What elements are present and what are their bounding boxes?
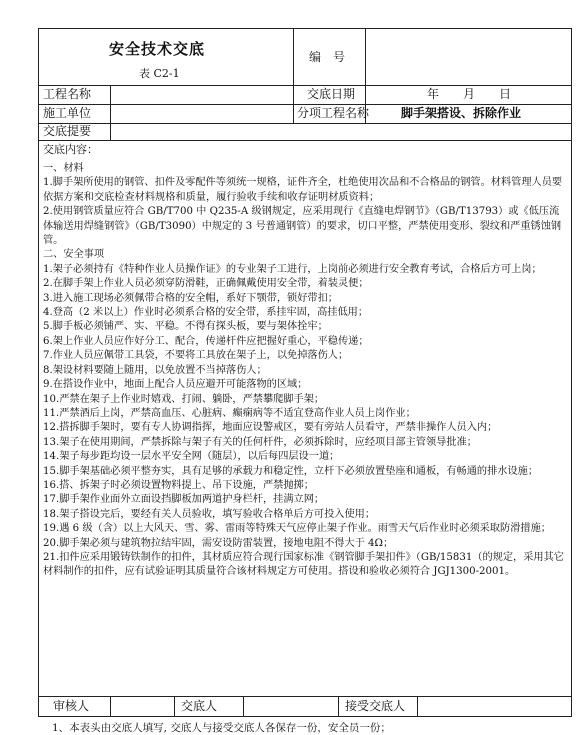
- content-line: 1.脚手架所使用的钢管、扣件及零配件等须统一规格，证件齐全，杜绝使用次品和不合格品的钢管。材料管理人员要依据方案和交底检查材料规格和质量，履行验收手续和收存证明材质资料；: [43, 177, 563, 203]
- content-line: 2.使用钢管质量应符合 GB/T700 中 Q235-A 级钢规定，应采用现行《直缝电焊钢节》（GB/T13793）或《低压流体输送用焊缝钢管》（GB/T3090）中规定的 3 号普通钢管）的要求，切口平整，严禁使用变形、裂纹和严重锈蚀钢管。: [43, 206, 562, 247]
- content-line: 16.搭、拆架子时必须设置物料提上、吊下设施，严禁抛掷；: [43, 479, 314, 491]
- date-value[interactable]: 年 月 日: [427, 87, 512, 101]
- content-line: 6.架上作业人员应作好分工、配合，传递杆件应把握好重心，平稳传递；: [43, 335, 369, 347]
- content-line: 17.脚手架作业面外立面设挡脚板加两道护身栏杆，挂满立网；: [43, 494, 325, 506]
- number-label: 编 号: [309, 50, 346, 64]
- content-line: 二、安全事项: [43, 249, 105, 261]
- content-line: 3.进入施工现场必须佩带合格的安全帽，系好下颚带，锁好带扣；: [43, 292, 338, 304]
- subproject-value[interactable]: 脚手架搭设、拆除作业: [401, 106, 522, 120]
- content-line: 7.作业人员应佩带工具袋，不要将工具放在架子上，以免掉落伤人；: [43, 350, 349, 362]
- content-line: 12.搭拆脚手架时，要有专人协调指挥，地面应设警戒区，要有旁站人员看守，严禁非操作人员入内；: [43, 422, 498, 434]
- content-line: 13.架子在使用期间，严禁拆除与架子有关的任何杆件，必须拆除时，应经项目部主管领导批准；: [43, 436, 477, 448]
- header-row: [39, 29, 571, 86]
- form-title: 安全技术交底: [109, 40, 206, 58]
- content-line: 5.脚手板必须铺严、实、平稳。不得有探头板，要与架体拴牢；: [43, 321, 328, 333]
- content-line: 20.脚手架必须与建筑物拉结牢固，需安设防雷装置，接地电阻不得大于 4Ω；: [43, 537, 394, 549]
- content-line: 21.扣件应采用锻铸铁制作的扣件，其材质应符合现行国家标准《钢管脚手架扣件》（GB/15831（的规定，采用其它材料制作的扣件，应有试验证明其质量符合该材料规定方可使用。搭设和验收必须符合 JGJ1300-2001。: [43, 551, 564, 578]
- content-line: 19.遇 6 级（含）以上大风天、雪、雾、雷雨等特殊天气应停止架子作业。雨雪天气后作业时必须采取防滑措施；: [43, 523, 551, 535]
- summary-label: 交底提要: [43, 124, 92, 138]
- footnote: 1、本表头由交底人填写, 交底人与接受交底人各保存一份，安全员一份；: [52, 722, 391, 734]
- content-line: 15.脚手架基础必须平整夯实，具有足够的承载力和稳定性，立杆下必须放置垫座和通板，有畅通的排水设施；: [43, 465, 539, 477]
- safety-disclosure-form: [38, 28, 572, 717]
- content-body: [43, 162, 567, 580]
- content-line: 10.严禁在架子上作业时嬉戏、打闹、躺卧，严禁攀爬脚手架；: [43, 393, 325, 405]
- signature-row: [39, 696, 571, 717]
- project-row: [39, 85, 571, 105]
- contractor-row: [39, 104, 571, 124]
- summary-row: [39, 123, 571, 141]
- contractor-label: 施工单位: [43, 106, 92, 120]
- date-label: 交底日期: [307, 87, 356, 101]
- content-line: 1.架子必须持有《特种作业人员操作证》的专业架子工进行，上岗前必须进行安全教育考试，合格后方可上岗；: [43, 263, 542, 275]
- content-line: 11.严禁酒后上岗，严禁高血压、心脏病、癫痫病等不适宜登高作业人员上岗作业；: [43, 407, 416, 419]
- content-line: 18.架子搭设完后，要经有关人员验收，填写验收合格单后方可投入使用；: [43, 508, 376, 520]
- content-line: 2.在脚手架上作业人员必须穿防滑鞋，正确佩戴使用安全带，着装灵便；: [43, 278, 369, 290]
- discloser-label: 交底人: [181, 699, 218, 713]
- content-line: 14.架子每步距均设一层水平安全网（随层），以后每四层设一道；: [43, 451, 340, 463]
- content-line: 一、材料: [43, 163, 84, 174]
- subproject-label: 分项工程名称: [297, 106, 370, 120]
- content-line: 8.架设材料要随上随用，以免放置不当掉落伤人；: [43, 364, 267, 376]
- content-line: 4.登高（2 米以上）作业时必须系合格的安全带，系挂牢固，高挂低用；: [43, 307, 369, 319]
- project-name-label: 工程名称: [43, 87, 92, 101]
- reviewer-label: 审核人: [53, 699, 90, 713]
- form-code: 表 C2-1: [139, 67, 180, 80]
- content-line: 9.在搭设作业中，地面上配合人员应避开可能落物的区域；: [43, 379, 308, 391]
- receiver-label: 接受交底人: [345, 699, 406, 713]
- content-heading: 交底内容：: [43, 143, 98, 156]
